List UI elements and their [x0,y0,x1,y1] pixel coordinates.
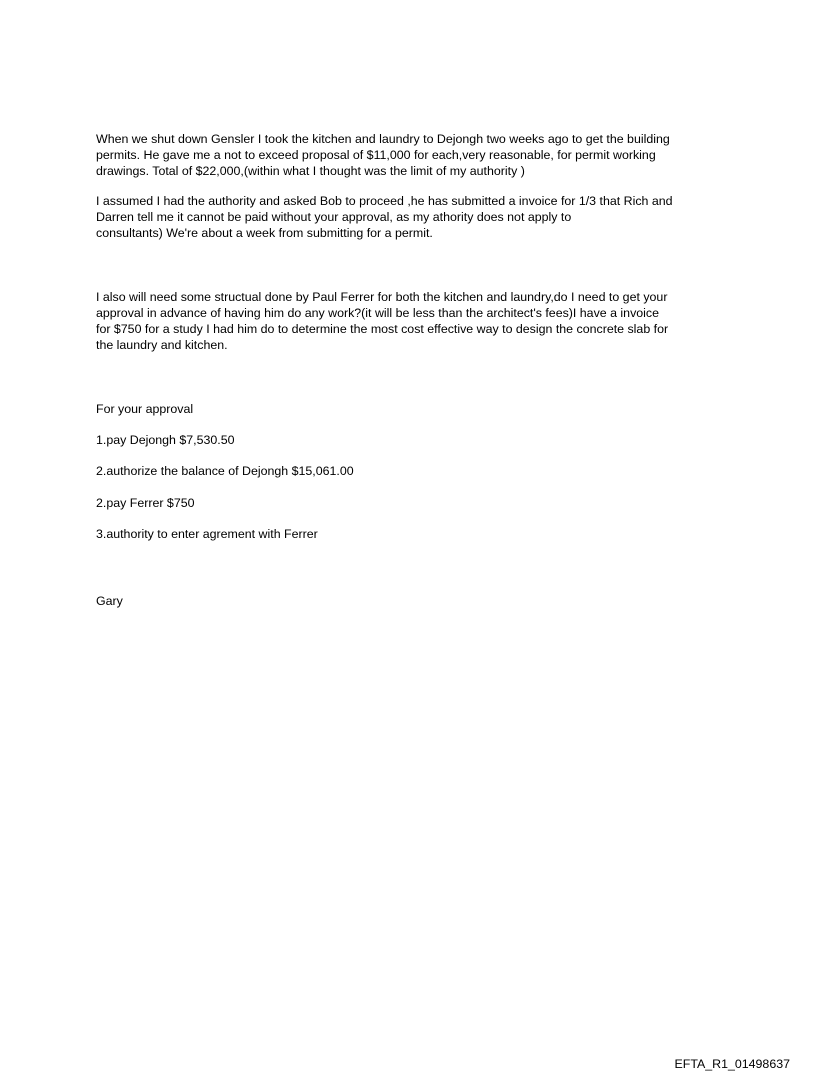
approval-item-text: 2.authorize the balance of Dejongh $15,061.00 [96,464,354,478]
paragraph-line: the laundry and kitchen. [96,338,228,352]
paragraph-line: drawings. Total of $22,000,(within what I thought was the limit of my authority ) [96,164,525,178]
paragraph-authority-invoice [96,193,736,241]
approval-item-1 [96,432,736,448]
approval-item-2 [96,463,736,479]
signature-text: Gary [96,594,123,608]
paragraph-structural-ferrer [96,289,736,353]
paragraph-line: consultants) We're about a week from submitting for a permit. [96,226,433,240]
approval-heading [96,401,736,417]
paragraph-line: I also will need some structual done by Paul Ferrer for both the kitchen and laundry,do I need to get your [96,290,668,304]
approval-item-text: 2.pay Ferrer $750 [96,496,195,510]
approval-item-text: 3.authority to enter agrement with Ferrer [96,527,318,541]
approval-item-4 [96,526,736,542]
paragraph-line: permits. He gave me a not to exceed proposal of $11,000 for each,very reasonable, for permit working [96,148,656,162]
paragraph-line: for $750 for a study I had him do to determine the most cost effective way to design the concrete slab for [96,322,669,336]
paragraph-line: approval in advance of having him do any work?(it will be less than the architect's fees)I have a invoice [96,306,659,320]
paragraph-gensler-permits [96,131,736,179]
approval-item-3 [96,495,736,511]
document-id: EFTA_R1_01498637 [674,1057,790,1071]
approval-heading-text: For your approval [96,402,194,416]
paragraph-line: When we shut down Gensler I took the kitchen and laundry to Dejongh two weeks ago to get the building [96,132,670,146]
signature [96,593,736,609]
approval-item-text: 1.pay Dejongh $7,530.50 [96,433,235,447]
paragraph-line: I assumed I had the authority and asked Bob to proceed ,he has submitted a invoice for 1/3 that Rich and [96,194,673,208]
paragraph-line: Darren tell me it cannot be paid without your approval, as my athority does not apply to [96,210,572,224]
